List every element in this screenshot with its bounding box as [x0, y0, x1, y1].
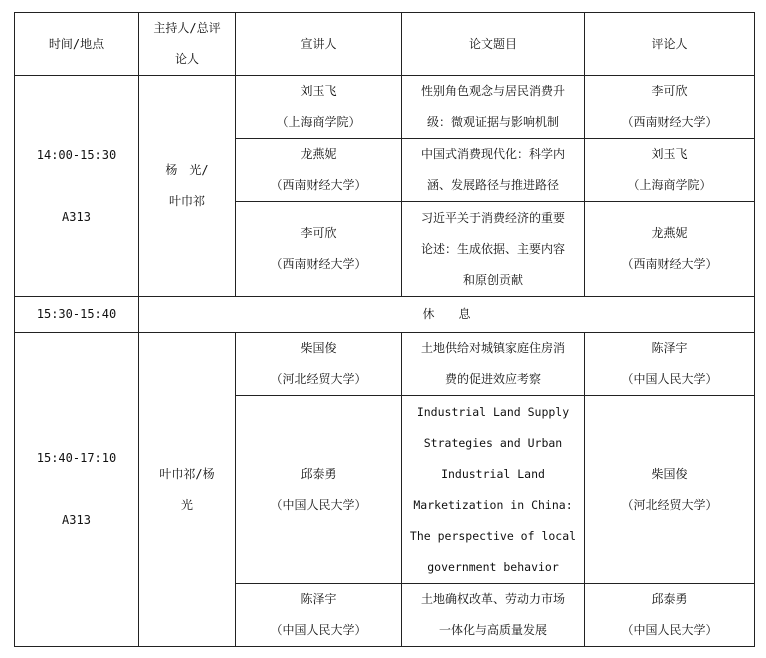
discussant-cell: 李可欣 （西南财经大学） — [585, 76, 755, 139]
discussant-cell: 龙燕妮 （西南财经大学） — [585, 202, 755, 297]
speaker-cell: 陈泽宇 （中国人民大学） — [236, 584, 402, 647]
paper-title-cell: 性别角色观念与居民消费升 级：微观证据与影响机制 — [402, 76, 585, 139]
speaker-cell: 邱泰勇 （中国人民大学） — [236, 396, 402, 584]
header-paper: 论文题目 — [402, 13, 585, 76]
session2-host: 叶巾祁/杨 光 — [139, 333, 236, 647]
discussant-cell: 刘玉飞 （上海商学院） — [585, 139, 755, 202]
header-host: 主持人/总评 论人 — [139, 13, 236, 76]
header-row — [15, 13, 755, 76]
discussant-cell: 柴国俊 （河北经贸大学） — [585, 396, 755, 584]
speaker-cell: 柴国俊 （河北经贸大学） — [236, 333, 402, 396]
header-time-place: 时间/地点 — [15, 13, 139, 76]
discussant-cell: 邱泰勇 （中国人民大学） — [585, 584, 755, 647]
paper-title-cell: 土地确权改革、劳动力市场 一体化与高质量发展 — [402, 584, 585, 647]
paper-title-cell: 习近平关于消费经济的重要 论述：生成依据、主要内容 和原创贡献 — [402, 202, 585, 297]
break-time: 15:30-15:40 — [15, 297, 139, 333]
paper-title-cell: 中国式消费现代化：科学内 涵、发展路径与推进路径 — [402, 139, 585, 202]
session-time: 14:00-15:30 — [36, 147, 117, 162]
session-room: A313 — [62, 209, 91, 224]
break-row — [15, 297, 755, 333]
session1-host: 杨 光/ 叶巾祁 — [139, 76, 236, 297]
break-label: 休 息 — [139, 297, 755, 333]
schedule-table — [14, 12, 755, 647]
session1-time-place — [15, 76, 139, 297]
paper-title-cell: 土地供给对城镇家庭住房消 费的促进效应考察 — [402, 333, 585, 396]
session2-time-place — [15, 333, 139, 647]
paper-title-cell: Industrial Land Supply Strategies and Urban Industrial Land Marketization in China: The perspective of local government behavior — [402, 396, 585, 584]
session-time: 15:40-17:10 — [36, 451, 117, 465]
table-row — [15, 76, 755, 139]
header-speaker: 宣讲人 — [236, 13, 402, 76]
header-discussant: 评论人 — [585, 13, 755, 76]
table-row — [15, 333, 755, 396]
discussant-cell: 陈泽宇 （中国人民大学） — [585, 333, 755, 396]
speaker-cell: 刘玉飞 （上海商学院） — [236, 76, 402, 139]
speaker-cell: 李可欣 （西南财经大学） — [236, 202, 402, 297]
speaker-cell: 龙燕妮 （西南财经大学） — [236, 139, 402, 202]
session-room: A313 — [62, 513, 91, 527]
